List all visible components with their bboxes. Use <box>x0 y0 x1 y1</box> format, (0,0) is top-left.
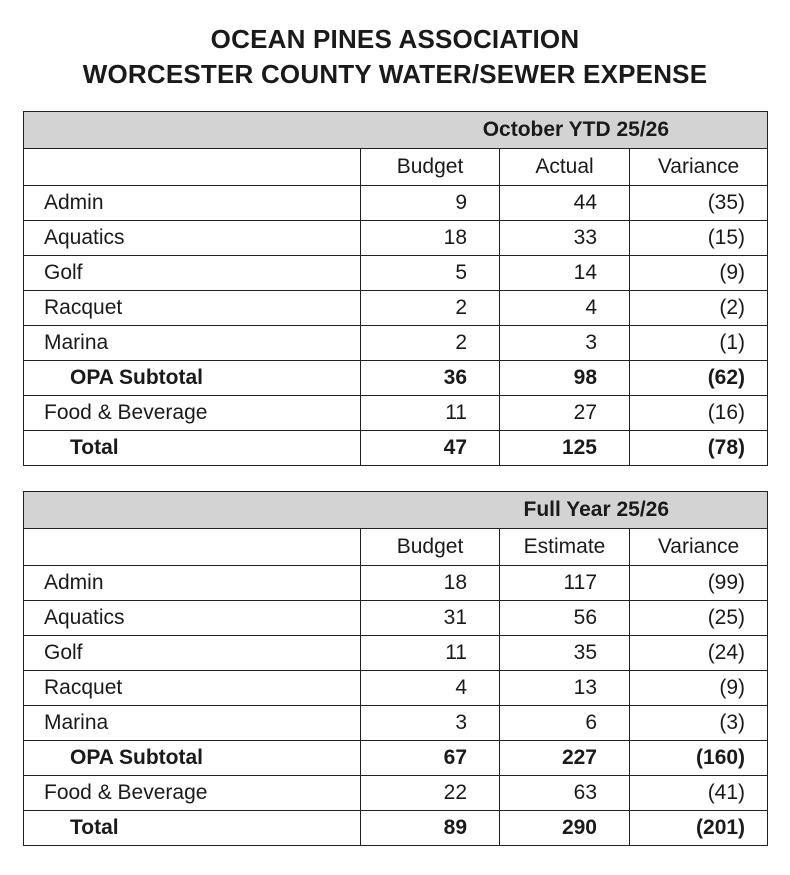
value-cell: 18 <box>361 566 500 601</box>
value-cell: 35 <box>500 636 630 671</box>
table-row <box>24 361 768 396</box>
variance-cell: (1) <box>630 326 768 361</box>
value-cell: 98 <box>500 361 630 396</box>
value-cell: 117 <box>500 566 630 601</box>
row-label: Racquet <box>24 671 361 706</box>
row-label: Golf <box>24 636 361 671</box>
value-cell: 4 <box>500 291 630 326</box>
value-cell: 67 <box>361 741 500 776</box>
row-label: Aquatics <box>24 601 361 636</box>
variance-cell: (15) <box>630 221 768 256</box>
row-label: OPA Subtotal <box>24 361 361 396</box>
value-cell: 3 <box>361 706 500 741</box>
table-row <box>24 671 768 706</box>
table-row <box>24 431 768 466</box>
value-cell: 18 <box>361 221 500 256</box>
column-header: Variance <box>630 529 768 566</box>
variance-cell: (78) <box>630 431 768 466</box>
table-row <box>24 291 768 326</box>
column-header-blank <box>24 529 361 566</box>
table-row <box>24 396 768 431</box>
value-cell: 47 <box>361 431 500 466</box>
column-header-row <box>24 529 768 566</box>
column-header-blank <box>24 149 361 186</box>
row-label: Food & Beverage <box>24 396 361 431</box>
variance-cell: (99) <box>630 566 768 601</box>
october-ytd-table <box>23 111 768 466</box>
row-label: Golf <box>24 256 361 291</box>
row-label: Admin <box>24 186 361 221</box>
value-cell: 6 <box>500 706 630 741</box>
column-header-row <box>24 149 768 186</box>
table-row <box>24 811 768 846</box>
value-cell: 3 <box>500 326 630 361</box>
variance-cell: (41) <box>630 776 768 811</box>
value-cell: 9 <box>361 186 500 221</box>
table-row <box>24 741 768 776</box>
report-title-line2: WORCESTER COUNTY WATER/SEWER EXPENSE <box>82 59 708 89</box>
variance-cell: (62) <box>630 361 768 396</box>
value-cell: 4 <box>361 671 500 706</box>
variance-cell: (35) <box>630 186 768 221</box>
table-row <box>24 326 768 361</box>
table-row <box>24 601 768 636</box>
row-label: Admin <box>24 566 361 601</box>
column-header: Variance <box>630 149 768 186</box>
value-cell: 22 <box>361 776 500 811</box>
row-label: Marina <box>24 706 361 741</box>
column-header: Actual <box>500 149 630 186</box>
value-cell: 14 <box>500 256 630 291</box>
table-row <box>24 566 768 601</box>
value-cell: 227 <box>500 741 630 776</box>
variance-cell: (160) <box>630 741 768 776</box>
value-cell: 2 <box>361 326 500 361</box>
table-row <box>24 776 768 811</box>
row-label: Racquet <box>24 291 361 326</box>
value-cell: 125 <box>500 431 630 466</box>
variance-cell: (2) <box>630 291 768 326</box>
full-year-table <box>23 491 768 846</box>
table-row <box>24 186 768 221</box>
variance-cell: (9) <box>630 671 768 706</box>
value-cell: 36 <box>361 361 500 396</box>
table-row <box>24 221 768 256</box>
table-heading: Full Year 25/26 <box>24 492 768 529</box>
value-cell: 2 <box>361 291 500 326</box>
value-cell: 56 <box>500 601 630 636</box>
row-label: Total <box>24 811 361 846</box>
value-cell: 11 <box>361 636 500 671</box>
report-title-line1: OCEAN PINES ASSOCIATION <box>210 24 580 54</box>
value-cell: 13 <box>500 671 630 706</box>
value-cell: 11 <box>361 396 500 431</box>
column-header: Estimate <box>500 529 630 566</box>
row-label: Marina <box>24 326 361 361</box>
value-cell: 27 <box>500 396 630 431</box>
value-cell: 5 <box>361 256 500 291</box>
value-cell: 63 <box>500 776 630 811</box>
value-cell: 89 <box>361 811 500 846</box>
column-header: Budget <box>361 149 500 186</box>
variance-cell: (9) <box>630 256 768 291</box>
table-row <box>24 636 768 671</box>
variance-cell: (24) <box>630 636 768 671</box>
value-cell: 33 <box>500 221 630 256</box>
value-cell: 31 <box>361 601 500 636</box>
value-cell: 44 <box>500 186 630 221</box>
variance-cell: (16) <box>630 396 768 431</box>
row-label: Food & Beverage <box>24 776 361 811</box>
table-row <box>24 706 768 741</box>
table-heading-row <box>24 112 768 149</box>
variance-cell: (25) <box>630 601 768 636</box>
variance-cell: (3) <box>630 706 768 741</box>
row-label: Aquatics <box>24 221 361 256</box>
value-cell: 290 <box>500 811 630 846</box>
table-heading: October YTD 25/26 <box>24 112 768 149</box>
column-header: Budget <box>361 529 500 566</box>
table-row <box>24 256 768 291</box>
row-label: Total <box>24 431 361 466</box>
row-label: OPA Subtotal <box>24 741 361 776</box>
variance-cell: (201) <box>630 811 768 846</box>
table-heading-row <box>24 492 768 529</box>
